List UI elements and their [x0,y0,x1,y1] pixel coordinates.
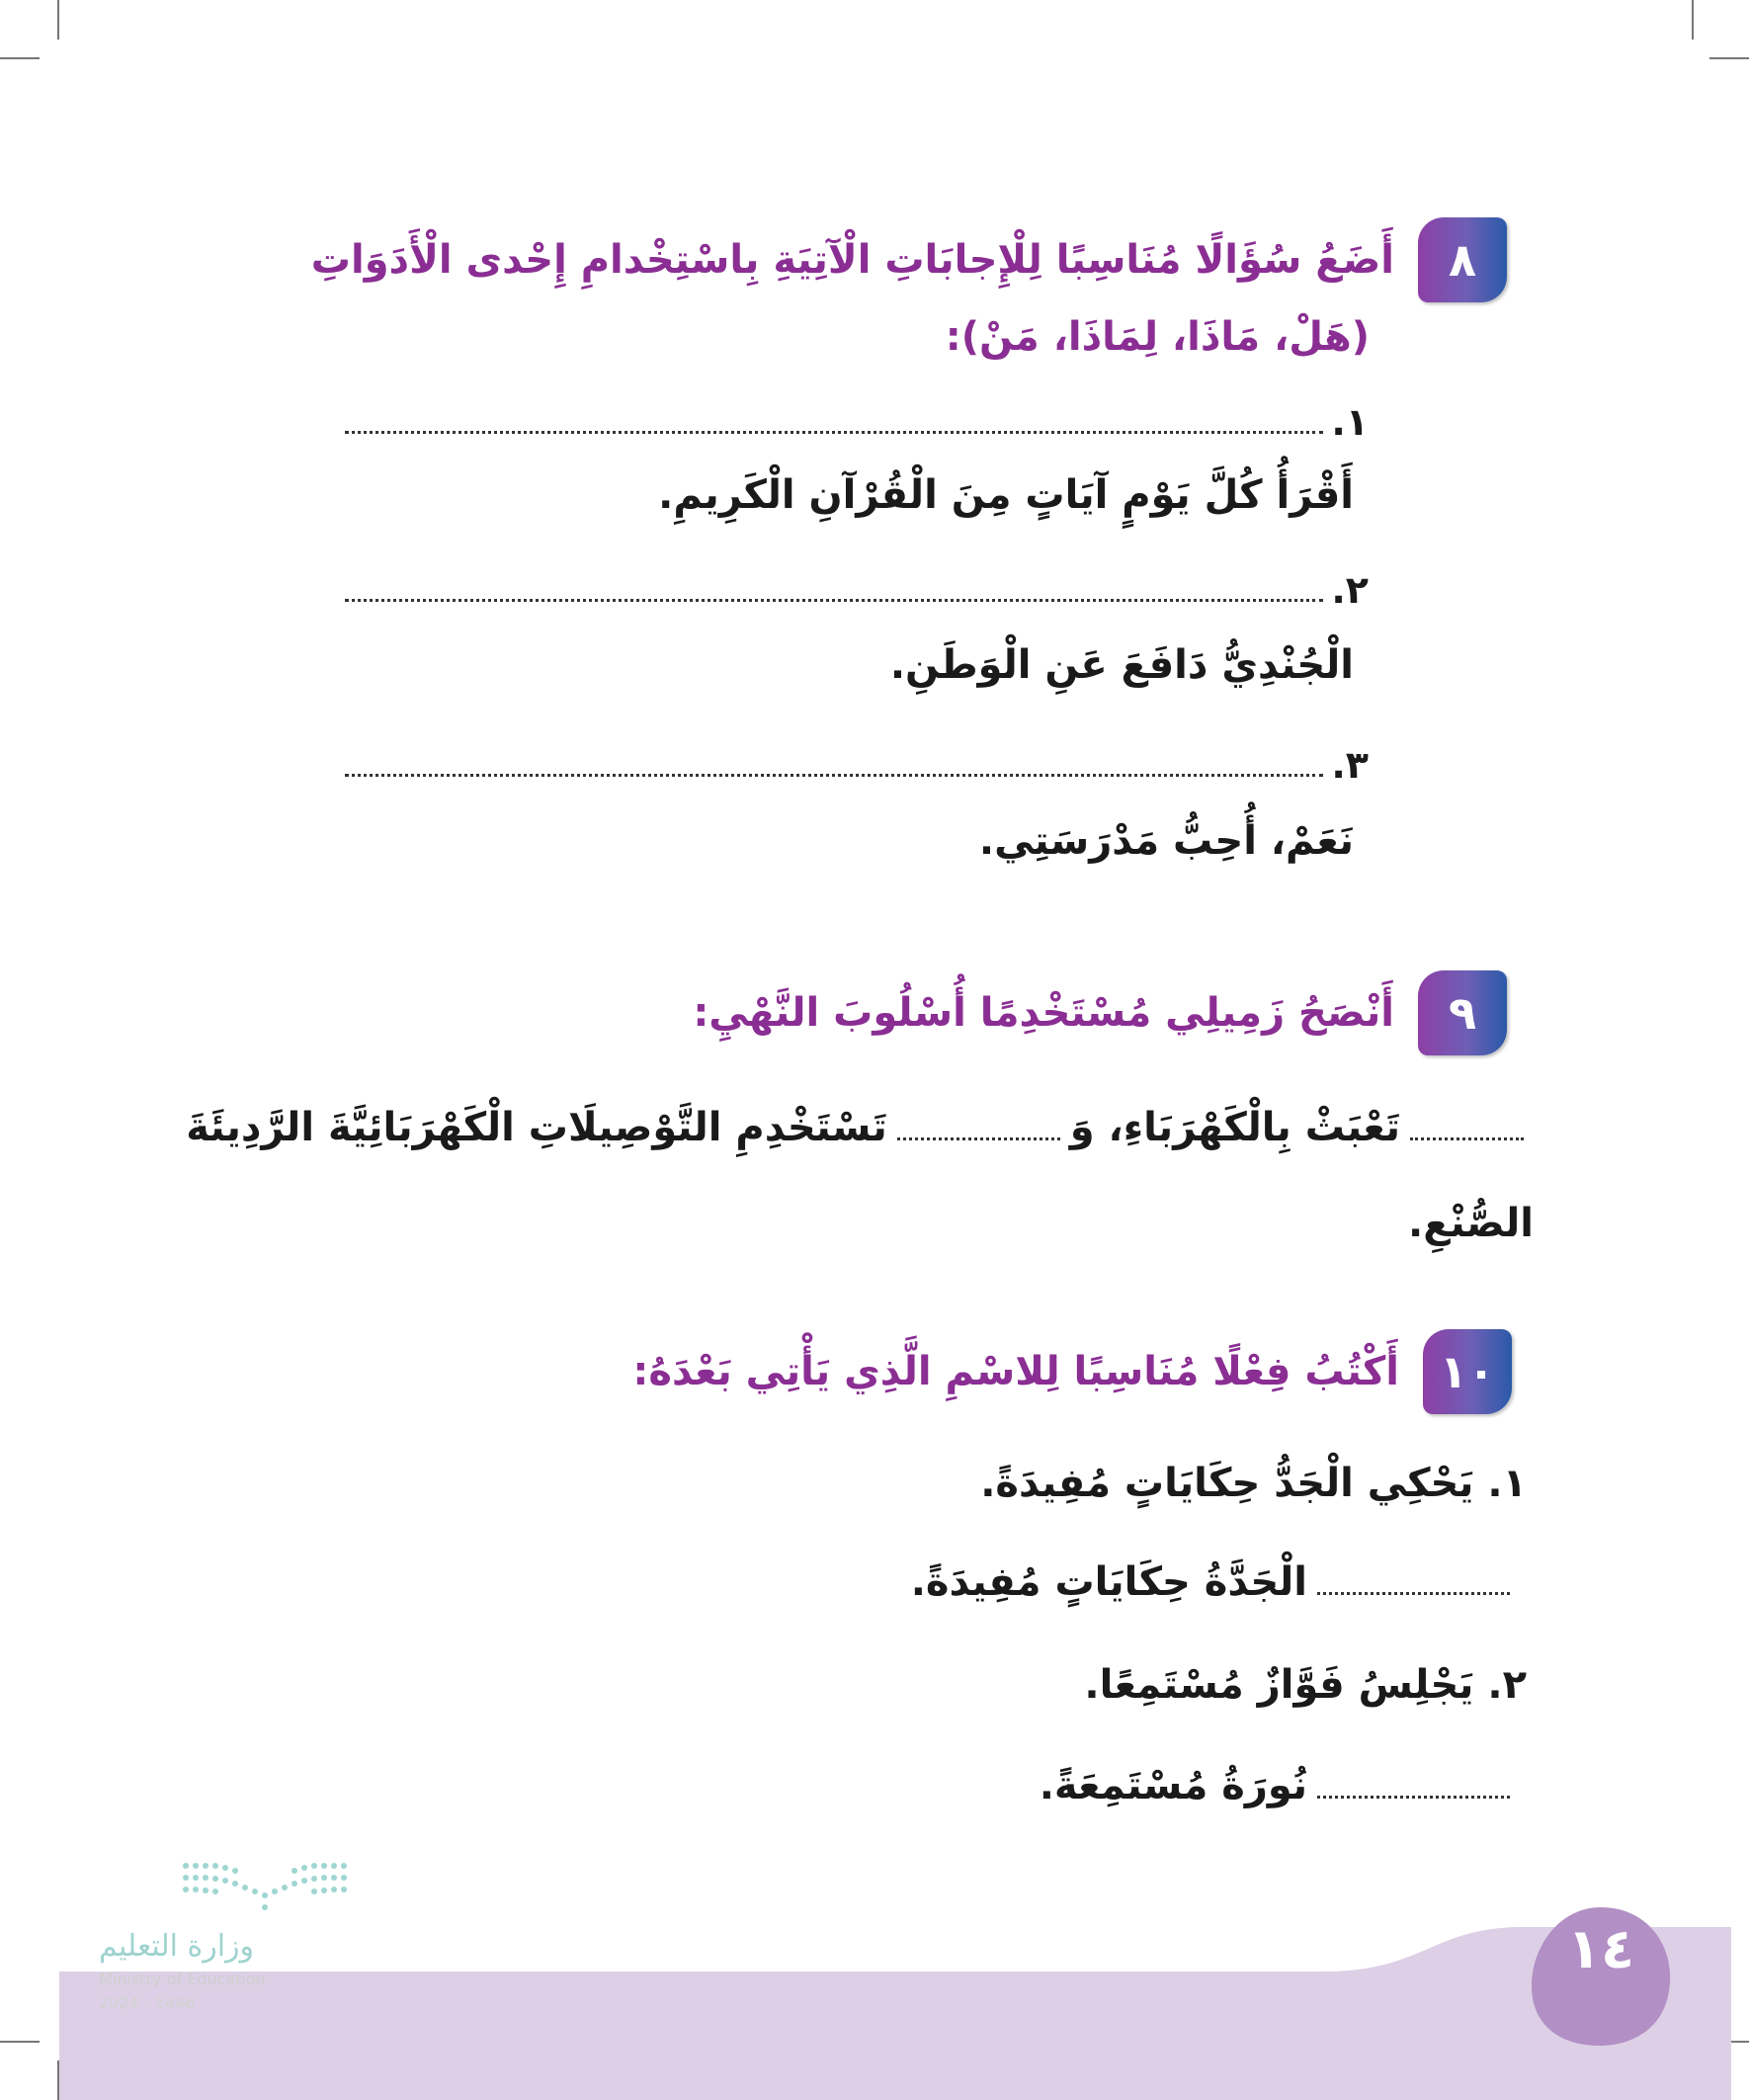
ministry-name-english: Ministry of Education [99,1970,266,1988]
edition-year: 2024 - 1446 [99,1993,196,2012]
dotted-blank[interactable] [897,1137,1060,1140]
crop-mark [0,57,40,59]
sentence-part: تَسْتَخْدِمِ التَّوْصِيلَاتِ الْكَهْرَبَائِيَّةَ الرَّدِيئَةَ [186,1105,887,1150]
exercise-number-badge: ٨ [1418,217,1507,302]
footer-band [0,1892,1749,2100]
exercise-9-header [693,970,1507,1055]
given-answer: أَقْرَأُ كُلَّ يَوْمٍ آيَاتٍ مِنَ الْقُرْآنِ الْكَرِيمِ. [658,472,1354,518]
sentence: الْجَدَّةُ حِكَايَاتٍ مُفِيدَةً. [910,1559,1307,1605]
question-tools: (هَلْ، مَاذَا، لِمَاذَا، مَنْ): [945,314,1370,360]
exercise-number-badge: ٩ [1418,970,1507,1055]
dotted-blank[interactable] [1317,1592,1510,1595]
dotted-blank[interactable] [1317,1796,1510,1799]
sentence: يَحْكِي الْجَدُّ حِكَايَاتٍ مُفِيدَةً. [980,1461,1474,1506]
dotted-blank[interactable] [345,431,1323,434]
item-number: ٢. [1487,1662,1527,1708]
exercise-instruction: أَكْتُبُ فِعْلًا مُنَاسِبًا لِلاسْمِ الَّذِي يَأْتِي بَعْدَهُ: [632,1349,1399,1394]
dotted-blank[interactable] [345,774,1323,777]
answer-line[interactable] [337,743,1369,787]
ministry-name-arabic: وزارة التعليم [99,1929,255,1964]
given-answer: نَعَمْ، أُحِبُّ مَدْرَسَتِي. [978,818,1354,864]
sentence: نُورَةُ مُسْتَمِعَةً. [1039,1763,1307,1808]
exercise-10-header [632,1329,1512,1414]
given-answer: الْجُنْدِيُّ دَافَعَ عَنِ الْوَطَنِ. [889,642,1354,688]
answer-line[interactable] [337,400,1369,444]
sentence-part: الصُّنْعِ. [1408,1201,1534,1246]
crop-mark [57,0,59,40]
item-number: ١. [1487,1461,1527,1506]
dotted-blank[interactable] [345,599,1323,602]
ministry-logo-icon [180,1858,353,1917]
nahy-sentence [186,1105,1534,1150]
exercise-number-badge: ١٠ [1423,1329,1512,1414]
item-number: ٢. [1331,568,1369,612]
exercise-instruction: أَنْصَحُ زَمِيلِي مُسْتَخْدِمًا أُسْلُوبَ النَّهْيِ: [693,990,1394,1036]
item-number: ٣. [1331,743,1369,787]
example-sentence [980,1461,1527,1506]
completion-sentence [911,1559,1520,1605]
example-sentence [1084,1662,1527,1708]
sentence: يَجْلِسُ فَوَّازٌ مُسْتَمِعًا. [1084,1662,1474,1708]
exercise-8-header [311,217,1507,302]
exercise-instruction: أَضَعُ سُؤَالًا مُنَاسِبًا لِلْإِجابَاتِ الْآتِيَةِ بِاسْتِخْدامِ إِحْدى الْأَدَوَاتِ [310,237,1394,283]
item-number: ١. [1331,400,1369,444]
page-number: ١٤ [1566,1917,1635,1981]
dotted-blank[interactable] [1410,1137,1524,1140]
sentence-part: تَعْبَثْ بِالْكَهْرَبَاءِ، وَ [1069,1105,1400,1150]
crop-mark [1692,0,1694,40]
crop-mark [1709,57,1749,59]
completion-sentence [1040,1763,1520,1808]
answer-line[interactable] [337,568,1369,612]
